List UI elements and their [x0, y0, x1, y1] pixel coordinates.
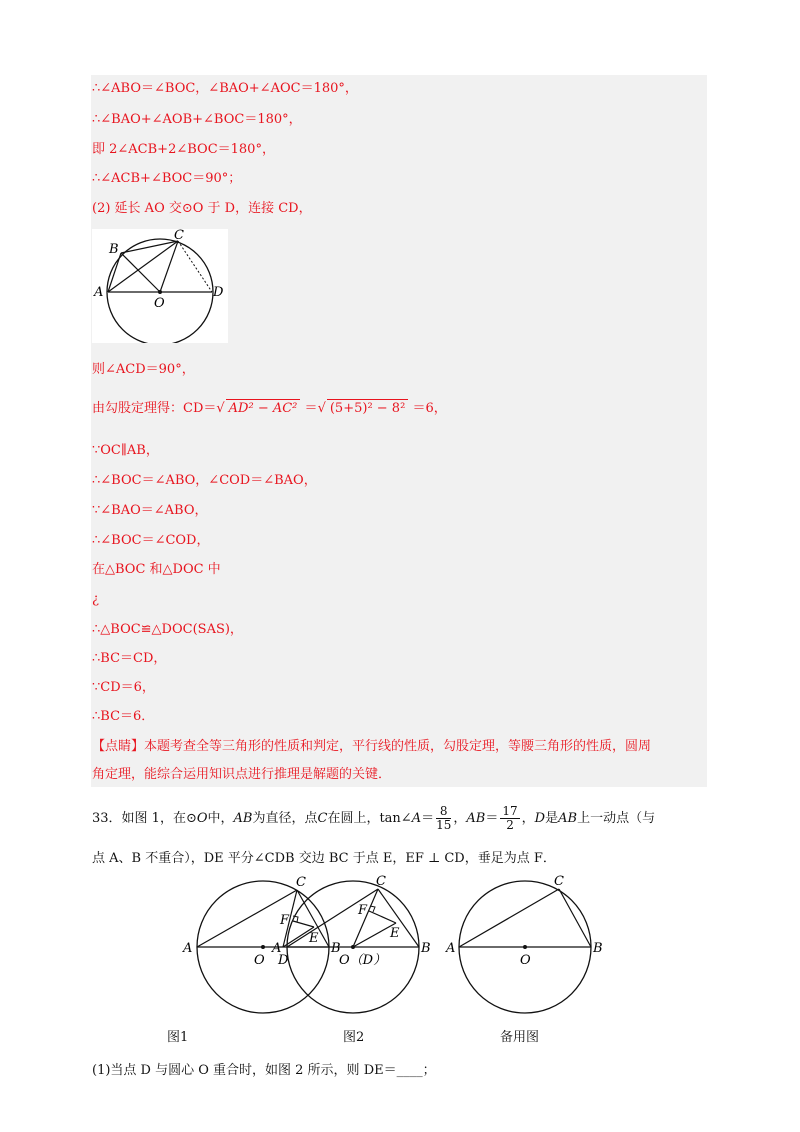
svg-text:F: F [280, 913, 290, 928]
label-d: D [213, 285, 224, 300]
solution-line-9: ∴∠BOC＝∠COD， [92, 533, 210, 548]
figure-2 [271, 874, 431, 1013]
svg-text:C: C [554, 874, 564, 889]
problem-line-1: 33．如图 1，在⊙O中，AB为直径，点C在圆上，tan∠A＝ $\frac{8}{15}$ ，AB＝ $\frac{17}{2}$ ，D是AB上一动点（与 [92, 804, 656, 832]
caption-fig1: 图1 [167, 1030, 189, 1045]
solution-line-5: (2) 延长 AO 交⊙O 于 D，连接 CD， [92, 201, 312, 216]
comment-line-1: 【点睛】本题考查全等三角形的性质和判定，平行线的性质，勾股定理，等腰三角形的性质，圆周 [92, 739, 652, 754]
solution-line-4: ∴∠ACB+∠BOC＝90°； [92, 171, 242, 186]
solution-line-14: ∵CD＝6， [92, 680, 155, 695]
svg-text:C: C [376, 874, 386, 889]
svg-text:C: C [296, 875, 306, 890]
svg-text:E: E [309, 931, 319, 946]
svg-text:D: D [278, 953, 289, 968]
tan-fraction: $\frac{8}{15}$ [436, 804, 452, 832]
solution-line-11: ¿ [92, 592, 99, 607]
svg-text:F: F [358, 903, 368, 918]
solution-line-1: ∴∠ABO＝∠BOC，∠BAO+∠AOC＝180°， [92, 81, 358, 96]
solution-line-12: ∴△BOC≌△DOC(SAS)， [92, 622, 243, 637]
comment-line-2: 角定理，能综合运用知识点进行推理是解题的关键． [92, 767, 392, 782]
solution-pythagoras: 由勾股定理得：CD＝√ AD² − AC² ＝√ (5+5)² − 8² ＝6， [92, 401, 447, 416]
solution-line-13: ∴BC＝CD， [92, 651, 167, 666]
figure-1 [182, 875, 341, 1013]
svg-text:A: A [183, 941, 193, 956]
figure-spare [445, 874, 603, 1013]
solution-line-8: ∵∠BAO＝∠ABO， [92, 503, 208, 518]
problem-line-2: 点 A、B 不重合），DE 平分∠CDB 交边 BC 于点 E，EF ⊥ CD，垂足为点 F． [92, 851, 556, 866]
solution-acd: 则∠ACD＝90°， [92, 362, 195, 377]
question-1: (1)当点 D 与圆心 O 重合时，如图 2 所示，则 DE＝____； [92, 1063, 436, 1078]
label-a: A [94, 285, 104, 300]
center-dot [158, 290, 162, 294]
svg-text:O: O [254, 953, 265, 968]
svg-text:A: A [272, 941, 282, 956]
svg-text:O: O [520, 953, 531, 968]
ab-fraction: $\frac{17}{2}$ [502, 804, 518, 832]
svg-text:E: E [390, 926, 400, 941]
solution-line-15: ∴BC＝6． [92, 709, 155, 724]
solution-line-2: ∴∠BAO+∠AOB+∠BOC＝180°， [92, 112, 302, 127]
caption-spare: 备用图 [500, 1030, 540, 1045]
solution-line-3: 即 2∠ACB+2∠BOC＝180°， [92, 142, 275, 157]
label-c: C [174, 229, 184, 243]
solution-line-7: ∴∠BOC＝∠ABO，∠COD＝∠BAO， [92, 473, 317, 488]
label-b: B [109, 242, 119, 257]
svg-text:B: B [593, 941, 603, 956]
solution-figure [92, 229, 228, 343]
problem-figures [90, 872, 620, 1022]
svg-text:A: A [446, 941, 456, 956]
solution-line-6: ∵OC∥AB， [92, 443, 159, 458]
svg-text:O（D）: O（D） [339, 953, 387, 968]
svg-text:B: B [331, 941, 341, 956]
label-o: O [154, 296, 165, 311]
svg-text:B: B [421, 941, 431, 956]
solution-line-10: 在△BOC 和△DOC 中 [92, 562, 221, 577]
caption-fig2: 图2 [343, 1030, 365, 1045]
